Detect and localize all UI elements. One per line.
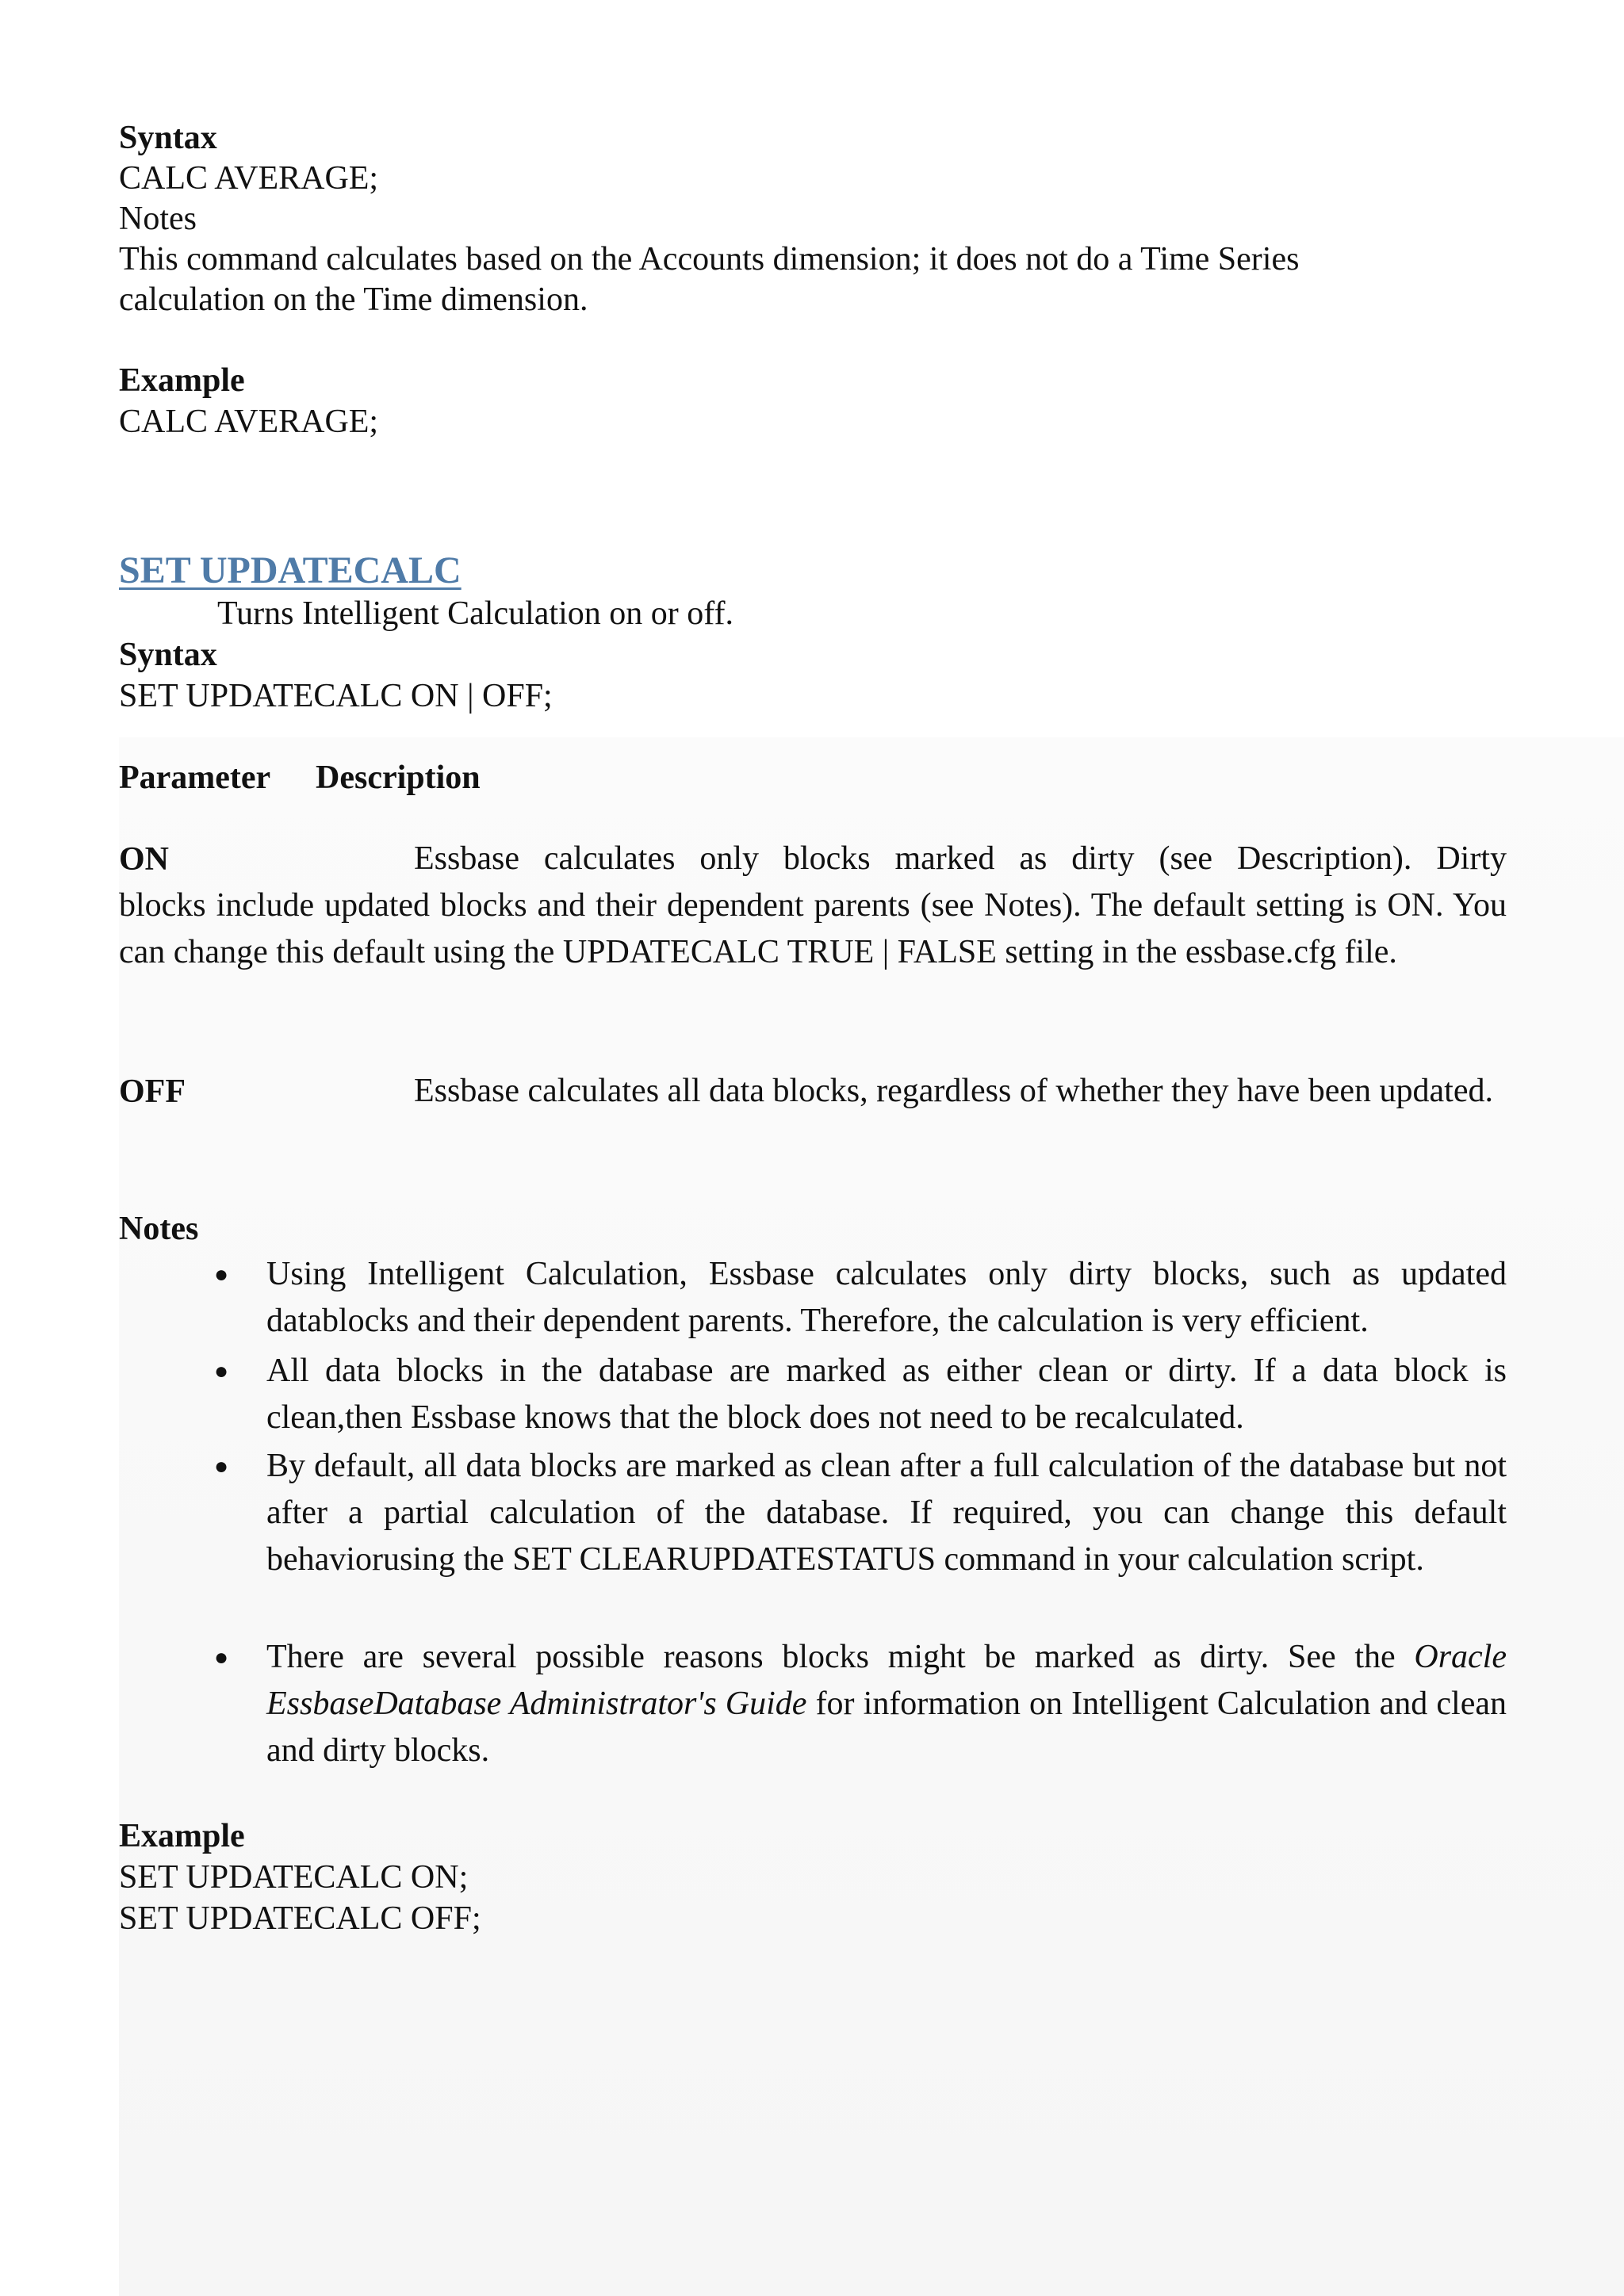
param-name-on: ON <box>119 841 169 878</box>
notes-line: This command calculates based on the Accounts dimension; it does not do a Time Series <box>119 241 1300 277</box>
note-text: By default, all data blocks are marked as clean after a full calculation of the database but not after a partial calculation of the database. If required, you can change this default behaviorusing the SET CLEARUPDATESTATUS command in your calculation script. <box>266 1448 1507 1578</box>
section-title[interactable]: SET UPDATECALC <box>119 549 462 591</box>
note-text: Using Intelligent Calculation, Essbase calculates only dirty blocks, such as updated datablocks and their dependent parents. Therefore, the calculation is very efficient. <box>266 1256 1507 1339</box>
example-label: Example <box>119 362 245 399</box>
bullet-icon: ● <box>214 1261 229 1288</box>
syntax-code: CALC AVERAGE; <box>119 160 379 197</box>
bullet-icon: ● <box>214 1358 229 1384</box>
param-desc-on-first: Essbase calculates only blocks marked as dirty (see Description). Dirty <box>414 840 1507 877</box>
syntax-code: SET UPDATECALC ON | OFF; <box>119 678 553 714</box>
example-label: Example <box>119 1818 245 1854</box>
note-text: All data blocks in the database are marked as either clean or dirty. If a data block is clean,then Essbase knows that the block does not need to be recalculated. <box>266 1353 1507 1436</box>
note-text-after: for information on Intelligent Calculation and clean and dirty blocks. <box>266 1686 1507 1769</box>
notes-label: Notes <box>119 1211 199 1247</box>
syntax-label: Syntax <box>119 637 217 673</box>
desc-header: Description <box>316 760 481 796</box>
guide-title: Oracle EssbaseDatabase Administrator's Guide <box>266 1639 1507 1722</box>
example-code: CALC AVERAGE; <box>119 404 379 440</box>
example-code-line: SET UPDATECALC OFF; <box>119 1900 481 1937</box>
example-code-line: SET UPDATECALC ON; <box>119 1859 469 1896</box>
bullet-icon: ● <box>214 1644 229 1670</box>
param-desc-on-rest: blocks include updated blocks and their dependent parents (see Notes). The default setting is ON. You can change this default using the UPDATECALC TRUE | FALSE setting in the essbase.cfg file. <box>119 887 1507 970</box>
notes-line: calculation on the Time dimension. <box>119 281 588 318</box>
bullet-icon: ● <box>214 1453 229 1479</box>
section-intro: Turns Intelligent Calculation on or off. <box>217 595 733 632</box>
note-text-before: There are several possible reasons blocks might be marked as dirty. See the <box>266 1639 1415 1675</box>
syntax-label: Syntax <box>119 120 217 156</box>
param-name-off: OFF <box>119 1073 186 1110</box>
note-text <box>266 1634 1507 1774</box>
param-header: Parameter <box>119 760 271 796</box>
param-desc-off: Essbase calculates all data blocks, regardless of whether they have been updated. <box>414 1073 1493 1109</box>
notes-label: Notes <box>119 201 197 237</box>
